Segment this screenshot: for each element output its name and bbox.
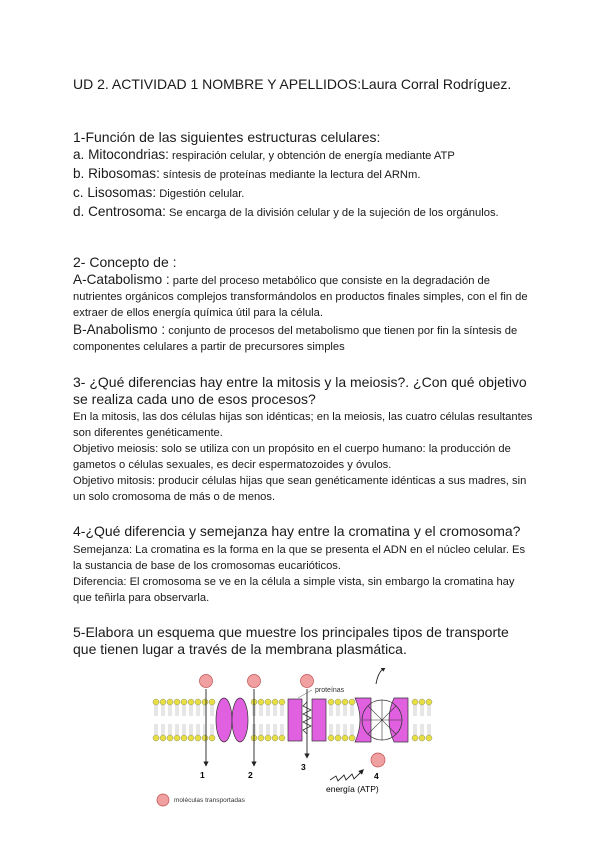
lipid-tail: [351, 724, 353, 735]
answer-4-paragraph-2: Diferencia: El cromosoma se ve en la célula a simple vista, sin embargo la cromatina hay que teñirla para observarla.: [73, 576, 515, 604]
lipid-head: [188, 735, 194, 741]
lipid-tail: [190, 724, 192, 735]
lipid-tail: [330, 724, 332, 735]
lipid-head: [342, 699, 348, 705]
lipid-tail: [197, 724, 199, 735]
answer-4-paragraph-1: Semejanza: La cromatina es la forma en la que se presenta el ADN en el núcleo celular. Es la sustancia de base de los cromosomas eucarióticos.: [73, 544, 526, 572]
lipid-tail: [421, 724, 423, 735]
question-4: [73, 523, 533, 606]
lipid-head: [160, 735, 166, 741]
label-molecules: moléculas transportadas: [174, 797, 245, 804]
molecule-icon: [371, 753, 385, 767]
answer-2a: A-Catabolismo : parte del proceso metabólico que consiste en la degradación de nutrientes orgánicos complejos transformándolos en productos finales simples, con el fin de extraer de ellos energía química útil para la célula.: [73, 272, 528, 319]
document-title: UD 2. ACTIVIDAD 1 NOMBRE Y APELLIDOS:Laura Corral Rodríguez.: [73, 76, 512, 92]
answer-2b: B-Anabolismo : conjunto de procesos del metabolismo que tienen por fin la síntesis de componentes celulares a partir de precursores simples: [73, 322, 518, 353]
lipid-head: [279, 735, 285, 741]
answer-1a: a. Mitocondrias: respiración celular, y obtención de energía mediante ATP: [73, 147, 455, 162]
lipid-tail: [190, 705, 192, 716]
lipid-tail: [197, 705, 199, 716]
lipid-tail: [274, 724, 276, 735]
lipid-head: [209, 699, 215, 705]
lipid-tail: [267, 705, 269, 716]
energy-zigzag-arrow: [330, 771, 362, 781]
answer-1b: b. Ribosomas: síntesis de proteínas mediante la lectura del ARNm.: [73, 166, 421, 181]
question-1-heading: 1-Función de las siguientes estructuras celulares:: [73, 129, 381, 145]
lipid-head: [272, 735, 278, 741]
lipid-head: [335, 699, 341, 705]
answer-1c: c. Lisosomas: Digestión celular.: [73, 185, 245, 200]
lipid-head: [419, 699, 425, 705]
membrane-transport-diagram: [150, 668, 440, 818]
lipid-head: [412, 735, 418, 741]
lipid-head: [342, 735, 348, 741]
answer-3-paragraph-2: Objetivo meiosis: solo se utiliza con un propósito en el cuerpo humano: la producción de gametos o células sexuales, es decir espermatozoides y óvulos.: [73, 443, 511, 471]
answer-3-paragraph-3: Objetivo mitosis: producir células hijas que sean genéticamente idénticas a sus madres, sin un solo cromosoma de más o de menos.: [73, 475, 527, 503]
lipid-tail: [155, 724, 157, 735]
lipid-head: [174, 699, 180, 705]
channel-protein-2: [216, 698, 248, 742]
molecule-icon: [248, 675, 261, 688]
lipid-head: [167, 735, 173, 741]
lipid-head: [426, 735, 432, 741]
lipid-tail: [169, 724, 171, 735]
lipid-tail: [176, 724, 178, 735]
answer-3-paragraph-1: En la mitosis, las dos células hijas son idénticas; en la meiosis, las cuatro células resultantes son diferentes genéticamente.: [73, 411, 533, 439]
lipid-tail: [176, 705, 178, 716]
lipid-head: [265, 699, 271, 705]
lipid-head: [335, 735, 341, 741]
lipid-tail: [260, 724, 262, 735]
lipid-head: [153, 735, 159, 741]
lipid-tail: [183, 705, 185, 716]
answer-1d: d. Centrosoma: Se encarga de la división celular y de la sujeción de los orgánulos.: [73, 204, 499, 219]
label-energy: energía (ATP): [326, 784, 379, 794]
lipid-tail: [274, 705, 276, 716]
molecule-icon: [200, 675, 213, 688]
lipid-tail: [211, 724, 213, 735]
question-3-heading: 3- ¿Qué diferencias hay entre la mitosis y la meiosis?. ¿Con qué objetivo se realiza cada uno de esos procesos?: [73, 374, 527, 407]
lipid-tail: [428, 724, 430, 735]
atp-pump-protein-4: [355, 668, 408, 742]
lipid-head: [153, 699, 159, 705]
lipid-tail: [351, 705, 353, 716]
lipid-tail: [162, 724, 164, 735]
label-proteins: proteínas: [315, 687, 345, 694]
lipid-tail: [344, 705, 346, 716]
lipid-head: [328, 735, 334, 741]
lipid-tail: [169, 705, 171, 716]
label-number-4: 4: [374, 771, 379, 781]
lipid-head: [412, 699, 418, 705]
lipid-head: [426, 699, 432, 705]
question-5: [73, 624, 533, 658]
lipid-head: [195, 735, 201, 741]
lipid-head: [181, 699, 187, 705]
lipid-tail: [162, 705, 164, 716]
lipid-head: [328, 699, 334, 705]
question-1: [73, 129, 533, 221]
lipid-tail: [414, 724, 416, 735]
lipid-tail: [281, 705, 283, 716]
lipid-head: [160, 699, 166, 705]
lipid-tail: [330, 705, 332, 716]
lipid-head: [202, 699, 208, 705]
lipid-head: [188, 699, 194, 705]
lipid-tail: [421, 705, 423, 716]
lipid-head: [202, 735, 208, 741]
lipid-tail: [267, 724, 269, 735]
lipid-head: [174, 735, 180, 741]
question-2-heading: 2- Concepto de :: [73, 254, 177, 270]
molecule-icon: [301, 675, 314, 688]
label-number-2: 2: [248, 770, 253, 780]
lipid-tail: [211, 705, 213, 716]
lipid-tail: [344, 724, 346, 735]
lipid-tail: [428, 705, 430, 716]
lipid-head: [419, 735, 425, 741]
lipid-tail: [183, 724, 185, 735]
label-number-3: 3: [301, 762, 306, 772]
lipid-head: [349, 735, 355, 741]
lipid-head: [272, 699, 278, 705]
lipid-head: [265, 735, 271, 741]
question-4-heading: 4-¿Qué diferencia y semejanza hay entre la cromatina y el cromosoma?: [73, 523, 521, 539]
label-number-1: 1: [200, 770, 205, 780]
lipid-head: [167, 699, 173, 705]
lipid-tail: [337, 724, 339, 735]
lipid-tail: [281, 724, 283, 735]
lipid-head: [209, 735, 215, 741]
lipid-tail: [414, 705, 416, 716]
question-2: [73, 254, 533, 355]
question-3: [73, 374, 533, 505]
lipid-head: [279, 699, 285, 705]
lipid-head: [195, 699, 201, 705]
lipid-tail: [337, 705, 339, 716]
lipid-head: [349, 699, 355, 705]
lipid-tail: [155, 705, 157, 716]
lipid-head: [181, 735, 187, 741]
question-5-heading: 5-Elabora un esquema que muestre los principales tipos de transporte que tienen lugar a través de la membrana plasmática.: [73, 624, 509, 657]
lipid-tail: [260, 705, 262, 716]
legend-molecule-icon: [157, 794, 169, 806]
lipid-head: [258, 699, 264, 705]
lipid-head: [258, 735, 264, 741]
